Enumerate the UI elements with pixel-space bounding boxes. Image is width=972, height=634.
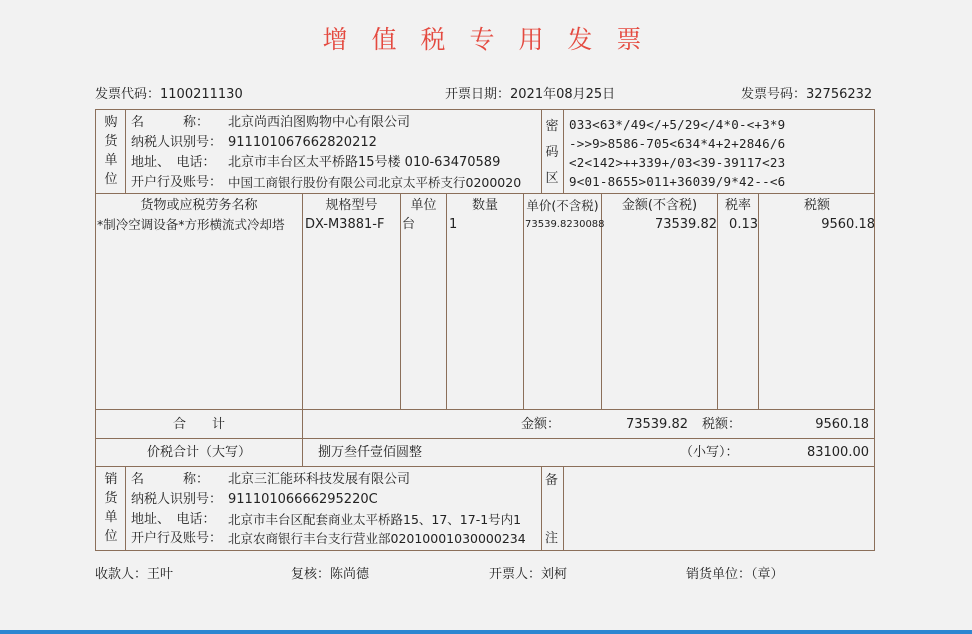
buyer-name: 北京尚西泊图购物中心有限公司 [228, 115, 411, 130]
seller-name-label: 名 称： [131, 472, 210, 487]
item-price: 73539.8230088 [525, 219, 605, 230]
cipher-line: ->>9>8586-705<634*4+2+2846/6 [569, 136, 786, 151]
divider [302, 409, 303, 466]
seller-section-label [96, 470, 126, 546]
seller-addr: 北京市丰台区配套商业太平桥路15、17、17-1号内1 [228, 512, 522, 527]
item-tax: 9560.18 [821, 217, 875, 232]
buyer-bank: 中国工商银行股份有限公司北京太平桥支行0200020 [228, 175, 522, 190]
reviewer-value: 陈尚德 [330, 567, 370, 582]
cipher-label-char: 区 [545, 171, 559, 186]
divider [446, 193, 447, 409]
buyer-taxid-label: 纳税人识别号： [131, 135, 223, 150]
invoice-title: 增 值 税 专 用 发 票 [322, 25, 650, 54]
divider [95, 438, 875, 439]
totals-tax: 9560.18 [815, 417, 869, 432]
buyer-bank-label: 开户行及账号： [131, 175, 223, 190]
seller-stamp-value: （章） [751, 567, 784, 582]
col-header-rate: 税率 [724, 198, 751, 213]
totals-amount: 73539.82 [625, 417, 688, 432]
seller-label-char: 货 [104, 491, 118, 506]
buyer-taxid: 911101067662820212 [228, 135, 377, 150]
grand-total-upper: 捌万叁仟壹佰圆整 [318, 445, 423, 460]
footer-reviewer [291, 563, 369, 582]
invoice-code-label: 发票代码： [95, 87, 161, 102]
invoice-number-value: 32756232 [806, 87, 873, 102]
seller-name: 北京三汇能环科技发展有限公司 [228, 472, 411, 487]
buyer-addr: 北京市丰台区太平桥路15号楼 010-63470589 [228, 155, 501, 170]
buyer-section-label [96, 113, 126, 189]
seller-label-char: 销 [104, 472, 118, 487]
cipher-line: 9<01-8655>011+36039/9*42--<6 [569, 174, 786, 189]
item-name: *制冷空调设备*方形横流式冷却塔 [97, 217, 285, 232]
remarks-area [564, 467, 874, 550]
remarks-label-top: 备 [545, 473, 559, 488]
totals-tax-label: 税额： [702, 417, 742, 432]
buyer-name-label: 名 称： [131, 115, 210, 130]
drawer-label: 开票人： [489, 567, 542, 582]
buyer-label-char: 单 [104, 153, 118, 168]
seller-bank-label: 开户行及账号： [131, 531, 223, 546]
col-header-unit: 单位 [410, 198, 437, 213]
item-qty: 1 [449, 217, 458, 232]
seller-bank: 北京农商银行丰台支行营业部02010001030000234 [228, 531, 526, 546]
remarks-label-bottom: 注 [545, 531, 559, 546]
grand-total-small-label: （小写）： [680, 445, 739, 460]
divider [523, 193, 524, 409]
grand-total-lower: 83100.00 [806, 445, 869, 460]
buyer-label-char: 购 [104, 115, 118, 130]
divider [95, 409, 875, 410]
grand-total-label: 价税合计（大写） [146, 445, 251, 460]
cipher-line: <2<142>++339+/03<39-39117<23 [569, 155, 786, 170]
footer-seller-stamp [686, 563, 784, 582]
col-header-qty: 数量 [471, 198, 498, 213]
col-header-price: 单价(不含税) [526, 198, 599, 213]
seller-taxid: 91110106666295220C [228, 492, 378, 507]
invoice-number-label: 发票号码： [741, 87, 807, 102]
drawer-value: 刘柯 [541, 567, 568, 582]
item-spec: DX-M3881-F [305, 217, 385, 232]
invoice-code [95, 83, 243, 102]
bottom-accent-bar [0, 630, 972, 634]
invoice-date-label: 开票日期： [445, 87, 511, 102]
buyer-addr-label: 地址、 电话： [131, 155, 216, 170]
totals-amount-label: 金额： [521, 417, 561, 432]
invoice-date-value: 2021年08月25日 [510, 87, 616, 102]
seller-addr-label: 地址、 电话： [131, 512, 216, 527]
item-rate: 0.13 [729, 217, 758, 232]
invoice-date [445, 83, 615, 102]
col-header-amount: 金额(不含税) [621, 198, 698, 213]
col-header-name: 货物或应税劳务名称 [140, 198, 258, 213]
cipher-line: 033<63*/49</+5/29</4*0-<+3*9 [569, 117, 786, 132]
cipher-section-label [538, 114, 566, 192]
payee-label: 收款人： [95, 567, 148, 582]
cipher-label-char: 码 [545, 145, 559, 160]
footer-payee [95, 563, 173, 582]
col-header-tax: 税额 [803, 198, 830, 213]
seller-label-char: 位 [104, 529, 118, 544]
reviewer-label: 复核： [291, 567, 331, 582]
buyer-label-char: 位 [104, 172, 118, 187]
item-unit: 台 [402, 217, 416, 232]
totals-label: 合 计 [172, 417, 225, 432]
payee-value: 王叶 [147, 567, 174, 582]
item-amount: 73539.82 [654, 217, 717, 232]
divider [302, 193, 303, 409]
seller-stamp-label: 销货单位： [686, 567, 752, 582]
divider [541, 466, 542, 551]
divider [400, 193, 401, 409]
invoice-number [741, 83, 872, 102]
seller-taxid-label: 纳税人识别号： [131, 492, 223, 507]
buyer-label-char: 货 [104, 134, 118, 149]
invoice-code-value: 1100211130 [160, 87, 243, 102]
cipher-label-char: 密 [545, 119, 559, 134]
seller-label-char: 单 [104, 510, 118, 525]
footer-drawer [489, 563, 567, 582]
col-header-spec: 规格型号 [325, 198, 378, 213]
